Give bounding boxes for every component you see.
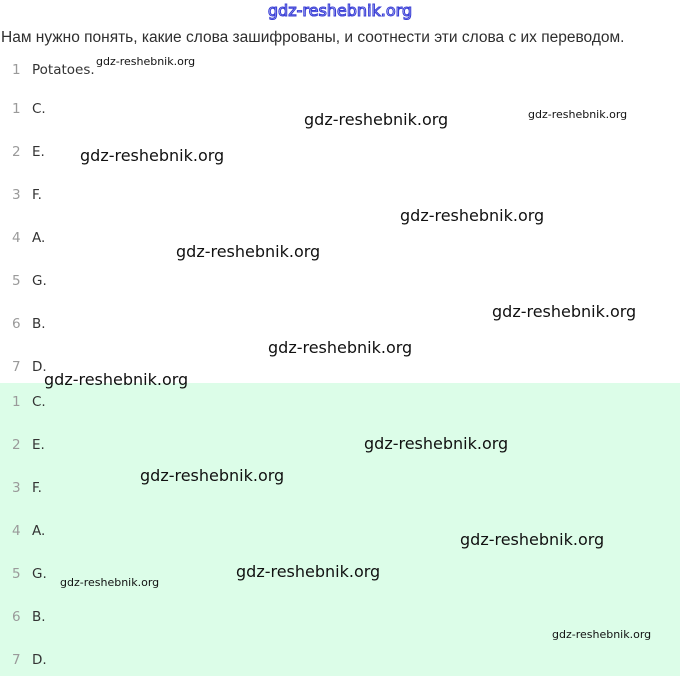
row-answer: D. [32,652,47,668]
row-number: 4 [12,523,21,539]
row-answer: F. [32,480,42,496]
row-number: 2 [12,437,21,453]
row-number: 1 [12,394,21,410]
row-answer: G. [32,273,47,289]
row-answer: E. [32,437,45,453]
task-description: Нам нужно понять, какие слова зашифрованы, и соотнести эти слова с их переводом. [1,29,625,46]
watermark: gdz-reshebnik.org [236,562,381,581]
watermark: gdz-reshebnik.org [304,110,449,129]
row-answer: C. [32,101,46,117]
row-answer: A. [32,230,46,246]
row-answer: E. [32,144,45,160]
watermark: gdz-reshebnik.org [96,55,196,68]
watermark: gdz-reshebnik.org [176,242,321,261]
watermark: gdz-reshebnik.org [364,434,509,453]
site-logo[interactable]: gdz-reshebnik.org [267,1,413,20]
row-number: 5 [12,273,21,289]
watermark: gdz-reshebnik.org [140,466,285,485]
row-number: 6 [12,316,21,332]
watermark: gdz-reshebnik.org [552,628,652,641]
row-number: 1 [12,62,21,78]
row-answer: F. [32,187,42,203]
row-answer: B. [32,316,46,332]
watermark: gdz-reshebnik.org [60,576,160,589]
row-text: Potatoes. [32,62,95,78]
watermark: gdz-reshebnik.org [80,146,225,165]
watermark: gdz-reshebnik.org [460,530,605,549]
row-number: 7 [12,359,21,375]
row-number: 7 [12,652,21,668]
row-number: 3 [12,187,21,203]
row-answer: C. [32,394,46,410]
row-number: 1 [12,101,21,117]
watermark: gdz-reshebnik.org [528,108,628,121]
row-number: 5 [12,566,21,582]
row-answer: D. [32,359,47,375]
watermark: gdz-reshebnik.org [268,338,413,357]
watermark: gdz-reshebnik.org [492,302,637,321]
watermark: gdz-reshebnik.org [400,206,545,225]
row-answer: G. [32,566,47,582]
row-answer: B. [32,609,46,625]
watermark: gdz-reshebnik.org [44,370,189,389]
row-number: 6 [12,609,21,625]
row-number: 4 [12,230,21,246]
row-number: 2 [12,144,21,160]
row-answer: A. [32,523,46,539]
row-number: 3 [12,480,21,496]
